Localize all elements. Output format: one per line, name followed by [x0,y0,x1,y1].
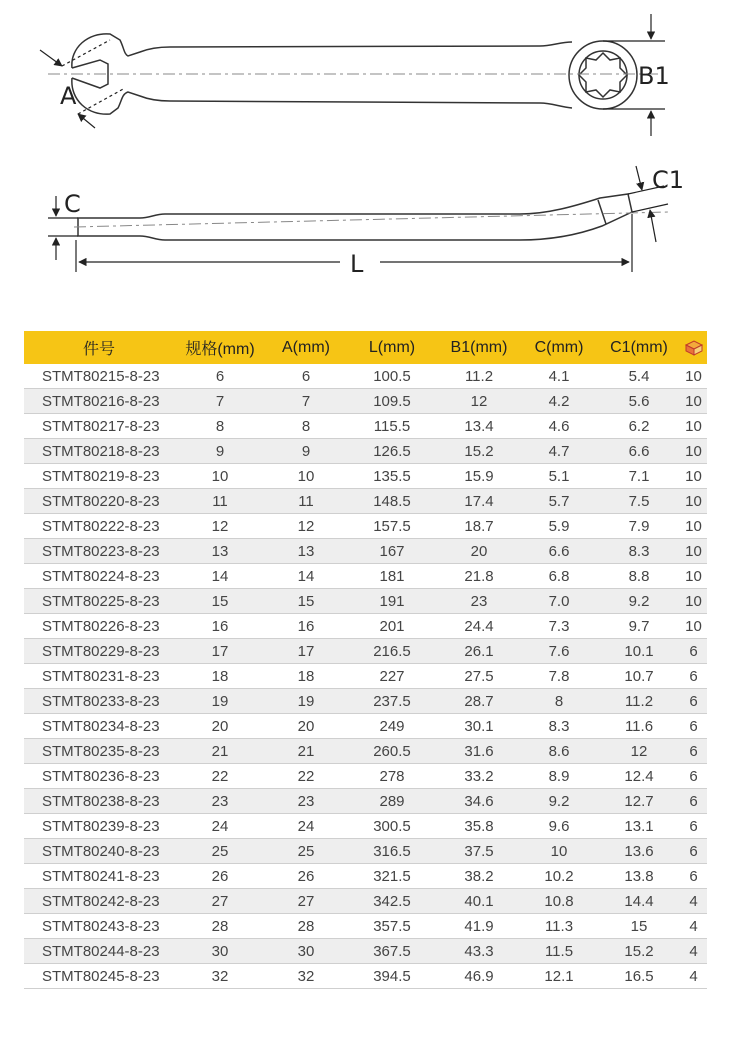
cell-a: 11 [266,489,346,514]
cell-a: 16 [266,614,346,639]
cell-size: 16 [174,614,266,639]
label-b1: B1 [638,62,670,90]
cell-l: 260.5 [346,739,438,764]
cell-size: 13 [174,539,266,564]
cell-size: 30 [174,939,266,964]
table-body [24,364,707,989]
cell-pack-qty: 10 [680,464,707,489]
cell-size: 9 [174,439,266,464]
cell-size: 20 [174,714,266,739]
cell-c1: 10.1 [598,639,680,664]
cell-size: 10 [174,464,266,489]
cell-l: 216.5 [346,639,438,664]
cell-b1: 15.9 [438,464,520,489]
label-c1: C1 [652,166,685,194]
cell-b1: 20 [438,539,520,564]
cell-size: 27 [174,889,266,914]
cell-l: 191 [346,589,438,614]
cell-pack-qty: 10 [680,414,707,439]
cell-b1: 12 [438,389,520,414]
table-row [24,414,707,439]
cell-pack-qty: 4 [680,939,707,964]
cell-c1: 13.1 [598,814,680,839]
cell-a: 21 [266,739,346,764]
cell-a: 32 [266,964,346,989]
label-c: C [64,190,81,218]
table-row [24,439,707,464]
cell-a: 24 [266,814,346,839]
cell-c1: 11.6 [598,714,680,739]
cell-c: 11.5 [520,939,598,964]
table-row [24,939,707,964]
cell-b1: 17.4 [438,489,520,514]
cell-part-number: STMT80235-8-23 [24,739,174,764]
cell-l: 321.5 [346,864,438,889]
cell-pack-qty: 4 [680,914,707,939]
cell-l: 115.5 [346,414,438,439]
cell-l: 135.5 [346,464,438,489]
header-c: C(mm) [520,331,598,364]
cell-size: 8 [174,414,266,439]
header-part-number: 件号 [24,331,174,364]
cell-l: 109.5 [346,389,438,414]
cell-part-number: STMT80220-8-23 [24,489,174,514]
cell-c1: 11.2 [598,689,680,714]
table-row [24,789,707,814]
cell-a: 15 [266,589,346,614]
cell-c1: 8.8 [598,564,680,589]
cell-b1: 40.1 [438,889,520,914]
cell-c: 10 [520,839,598,864]
cell-c1: 6.6 [598,439,680,464]
cell-b1: 13.4 [438,414,520,439]
header-pack-qty [680,331,707,364]
cell-l: 181 [346,564,438,589]
cell-pack-qty: 6 [680,689,707,714]
cell-a: 25 [266,839,346,864]
cell-pack-qty: 6 [680,764,707,789]
cell-pack-qty: 6 [680,739,707,764]
cell-b1: 27.5 [438,664,520,689]
cell-b1: 33.2 [438,764,520,789]
label-l: L [350,250,364,278]
table-row [24,839,707,864]
cell-pack-qty: 10 [680,564,707,589]
cell-part-number: STMT80217-8-23 [24,414,174,439]
table-header-row [24,331,707,364]
cell-c1: 6.2 [598,414,680,439]
cell-a: 26 [266,864,346,889]
cell-b1: 35.8 [438,814,520,839]
table-row [24,464,707,489]
cell-c: 7.8 [520,664,598,689]
cell-part-number: STMT80229-8-23 [24,639,174,664]
cell-c: 10.8 [520,889,598,914]
cell-c: 7.6 [520,639,598,664]
cell-part-number: STMT80234-8-23 [24,714,174,739]
table-row [24,364,707,389]
cell-c1: 10.7 [598,664,680,689]
cell-size: 7 [174,389,266,414]
table-row [24,639,707,664]
cell-pack-qty: 6 [680,664,707,689]
cell-l: 394.5 [346,964,438,989]
label-a: A [60,82,77,110]
cell-c1: 12.7 [598,789,680,814]
cell-a: 19 [266,689,346,714]
cell-c1: 13.6 [598,839,680,864]
cell-b1: 18.7 [438,514,520,539]
cell-a: 14 [266,564,346,589]
cell-part-number: STMT80222-8-23 [24,514,174,539]
cell-size: 21 [174,739,266,764]
cell-b1: 21.8 [438,564,520,589]
cell-size: 23 [174,789,266,814]
cell-c1: 7.5 [598,489,680,514]
cell-pack-qty: 10 [680,539,707,564]
cell-c: 7.0 [520,589,598,614]
cell-c: 4.6 [520,414,598,439]
cell-a: 6 [266,364,346,389]
table-row [24,764,707,789]
cell-size: 25 [174,839,266,864]
cell-c: 4.2 [520,389,598,414]
cell-size: 15 [174,589,266,614]
cell-size: 28 [174,914,266,939]
cell-size: 12 [174,514,266,539]
cell-a: 17 [266,639,346,664]
cell-a: 27 [266,889,346,914]
header-b1: B1(mm) [438,331,520,364]
table-row [24,539,707,564]
cell-part-number: STMT80215-8-23 [24,364,174,389]
cell-b1: 38.2 [438,864,520,889]
cell-part-number: STMT80239-8-23 [24,814,174,839]
cell-c1: 14.4 [598,889,680,914]
cell-c1: 8.3 [598,539,680,564]
cell-pack-qty: 10 [680,589,707,614]
cell-a: 13 [266,539,346,564]
table-row [24,914,707,939]
cell-l: 357.5 [346,914,438,939]
cell-part-number: STMT80225-8-23 [24,589,174,614]
cell-c: 8.6 [520,739,598,764]
cell-pack-qty: 6 [680,864,707,889]
cell-a: 28 [266,914,346,939]
wrench-side-view [78,194,632,240]
cell-size: 24 [174,814,266,839]
table-row [24,664,707,689]
header-size: 规格(mm) [174,331,266,364]
cell-b1: 43.3 [438,939,520,964]
header-l: L(mm) [346,331,438,364]
table-row [24,689,707,714]
cell-c: 5.9 [520,514,598,539]
table-row [24,864,707,889]
cell-part-number: STMT80231-8-23 [24,664,174,689]
table-row [24,589,707,614]
cell-pack-qty: 10 [680,514,707,539]
cell-l: 237.5 [346,689,438,714]
table-row [24,714,707,739]
cell-part-number: STMT80236-8-23 [24,764,174,789]
cell-part-number: STMT80224-8-23 [24,564,174,589]
cell-c: 12.1 [520,964,598,989]
cell-a: 10 [266,464,346,489]
spec-table [24,331,707,989]
cell-c1: 12.4 [598,764,680,789]
cell-size: 11 [174,489,266,514]
cell-size: 32 [174,964,266,989]
cell-pack-qty: 6 [680,639,707,664]
cell-part-number: STMT80226-8-23 [24,614,174,639]
cell-b1: 11.2 [438,364,520,389]
cell-pack-qty: 4 [680,964,707,989]
cell-size: 22 [174,764,266,789]
cell-pack-qty: 10 [680,489,707,514]
wrench-dimension-diagram [0,0,750,300]
cell-c: 8.9 [520,764,598,789]
table-row [24,739,707,764]
cell-pack-qty: 6 [680,839,707,864]
cell-c1: 12 [598,739,680,764]
cell-part-number: STMT80238-8-23 [24,789,174,814]
cell-c1: 7.9 [598,514,680,539]
cell-c: 9.6 [520,814,598,839]
cell-b1: 28.7 [438,689,520,714]
cell-b1: 41.9 [438,914,520,939]
table-row [24,964,707,989]
cell-b1: 34.6 [438,789,520,814]
table-row [24,564,707,589]
cell-c: 9.2 [520,789,598,814]
cell-b1: 30.1 [438,714,520,739]
cell-pack-qty: 6 [680,789,707,814]
cell-part-number: STMT80245-8-23 [24,964,174,989]
header-c1: C1(mm) [598,331,680,364]
cell-l: 148.5 [346,489,438,514]
cell-b1: 24.4 [438,614,520,639]
cell-c: 11.3 [520,914,598,939]
cell-c: 8 [520,689,598,714]
cell-size: 14 [174,564,266,589]
cell-c1: 9.2 [598,589,680,614]
cell-l: 227 [346,664,438,689]
cell-c1: 15 [598,914,680,939]
cell-l: 167 [346,539,438,564]
cell-a: 8 [266,414,346,439]
cell-b1: 23 [438,589,520,614]
box-icon [684,338,704,356]
table-row [24,514,707,539]
dimension-a-marker [40,40,125,128]
cell-l: 367.5 [346,939,438,964]
cell-b1: 15.2 [438,439,520,464]
cell-c: 4.1 [520,364,598,389]
cell-part-number: STMT80218-8-23 [24,439,174,464]
cell-part-number: STMT80216-8-23 [24,389,174,414]
cell-pack-qty: 10 [680,439,707,464]
cell-part-number: STMT80240-8-23 [24,839,174,864]
cell-l: 316.5 [346,839,438,864]
cell-l: 289 [346,789,438,814]
table-row [24,814,707,839]
cell-c: 7.3 [520,614,598,639]
cell-pack-qty: 10 [680,614,707,639]
cell-l: 126.5 [346,439,438,464]
cell-l: 249 [346,714,438,739]
cell-b1: 46.9 [438,964,520,989]
cell-a: 18 [266,664,346,689]
cell-l: 100.5 [346,364,438,389]
cell-part-number: STMT80223-8-23 [24,539,174,564]
cell-part-number: STMT80244-8-23 [24,939,174,964]
cell-pack-qty: 10 [680,389,707,414]
cell-c: 8.3 [520,714,598,739]
cell-part-number: STMT80219-8-23 [24,464,174,489]
cell-size: 19 [174,689,266,714]
cell-l: 342.5 [346,889,438,914]
cell-c1: 13.8 [598,864,680,889]
cell-part-number: STMT80233-8-23 [24,689,174,714]
cell-a: 9 [266,439,346,464]
cell-c: 5.7 [520,489,598,514]
cell-part-number: STMT80241-8-23 [24,864,174,889]
cell-size: 26 [174,864,266,889]
cell-c: 6.8 [520,564,598,589]
cell-b1: 31.6 [438,739,520,764]
cell-size: 17 [174,639,266,664]
cell-l: 201 [346,614,438,639]
cell-c1: 9.7 [598,614,680,639]
cell-c: 10.2 [520,864,598,889]
cell-a: 20 [266,714,346,739]
cell-pack-qty: 10 [680,364,707,389]
cell-pack-qty: 6 [680,814,707,839]
cell-pack-qty: 4 [680,889,707,914]
cell-c1: 5.4 [598,364,680,389]
cell-size: 18 [174,664,266,689]
cell-part-number: STMT80242-8-23 [24,889,174,914]
cell-a: 30 [266,939,346,964]
cell-a: 12 [266,514,346,539]
cell-l: 278 [346,764,438,789]
table-row [24,889,707,914]
cell-a: 23 [266,789,346,814]
cell-c: 6.6 [520,539,598,564]
table-row [24,614,707,639]
table-row [24,389,707,414]
cell-c: 5.1 [520,464,598,489]
cell-c: 4.7 [520,439,598,464]
cell-pack-qty: 6 [680,714,707,739]
cell-b1: 26.1 [438,639,520,664]
cell-a: 22 [266,764,346,789]
cell-l: 300.5 [346,814,438,839]
header-a: A(mm) [266,331,346,364]
cell-part-number: STMT80243-8-23 [24,914,174,939]
cell-l: 157.5 [346,514,438,539]
cell-c1: 7.1 [598,464,680,489]
cell-b1: 37.5 [438,839,520,864]
cell-a: 7 [266,389,346,414]
cell-c1: 16.5 [598,964,680,989]
cell-c1: 5.6 [598,389,680,414]
cell-c1: 15.2 [598,939,680,964]
cell-size: 6 [174,364,266,389]
table-row [24,489,707,514]
